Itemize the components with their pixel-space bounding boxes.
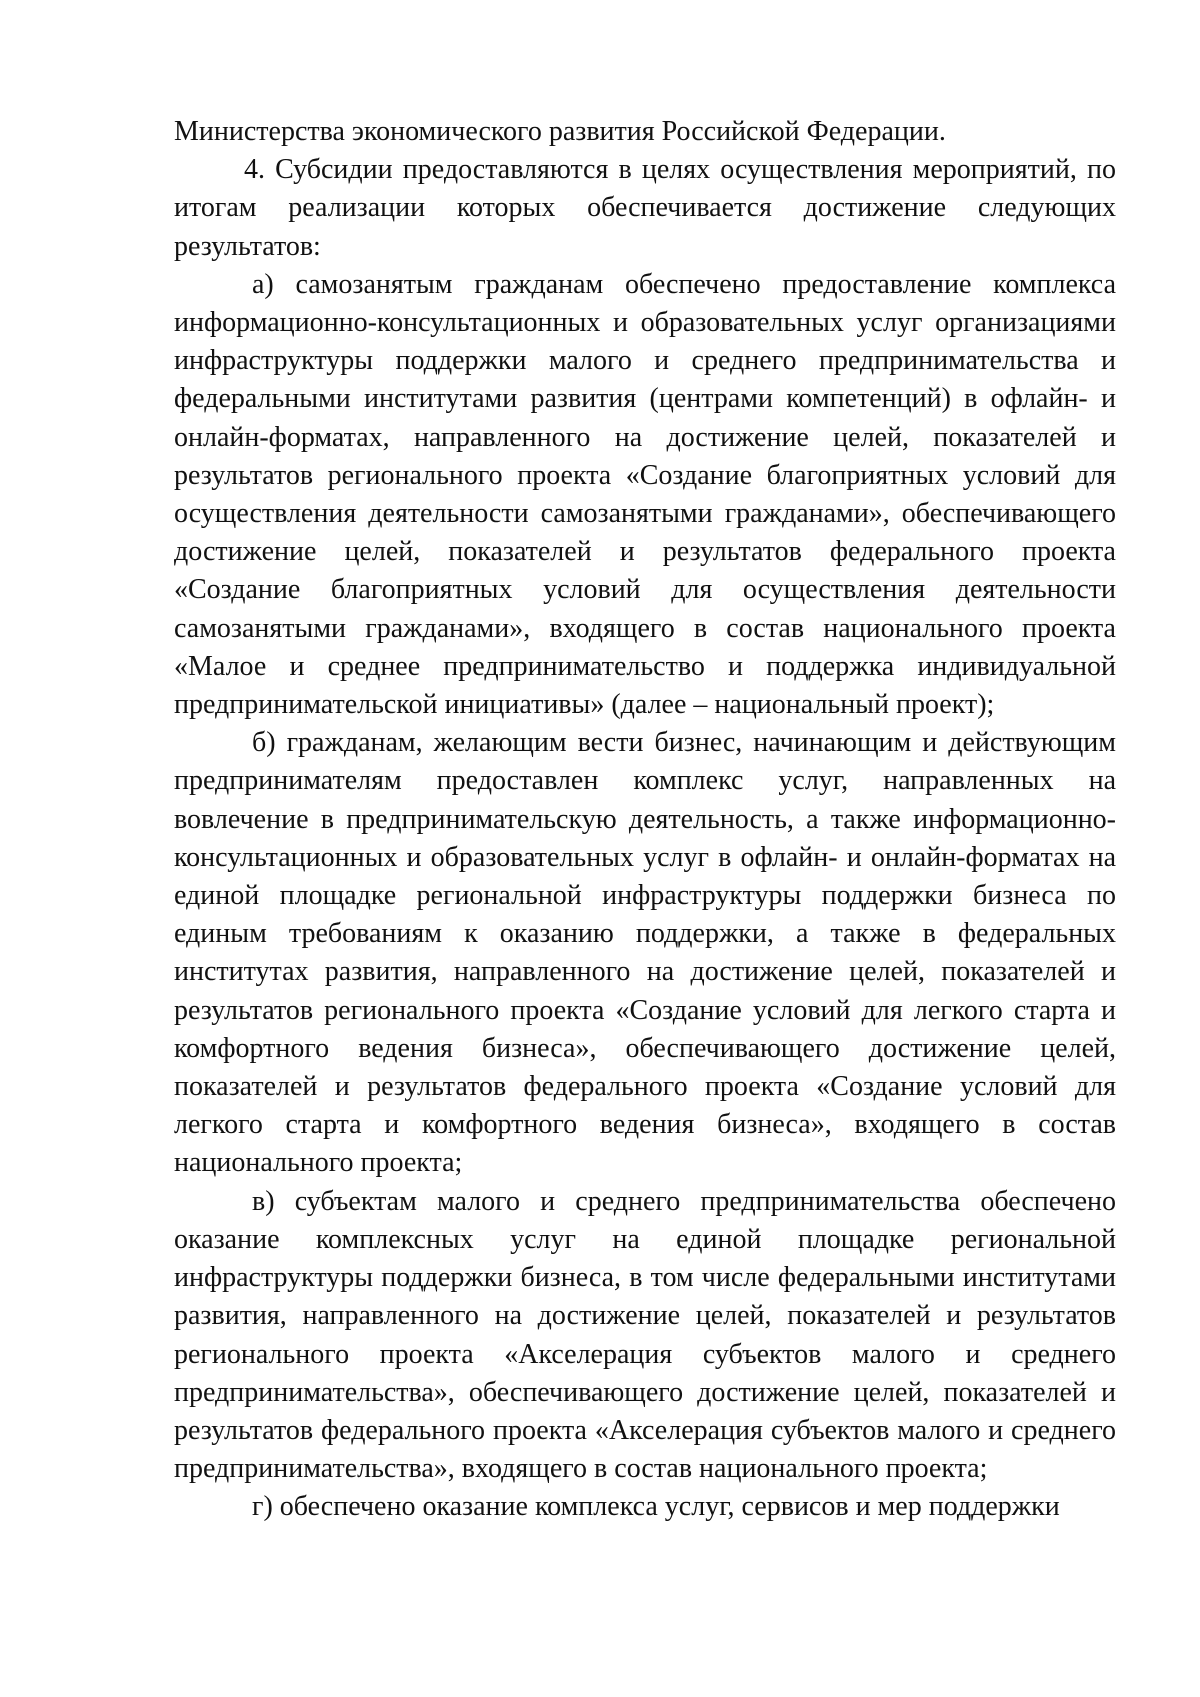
paragraph-subitem-g: г) обеспечено оказание комплекса услуг, сервисов и мер поддержки <box>252 1491 1060 1523</box>
document-body <box>174 113 1116 1527</box>
paragraph-subitem-b: б) гражданам, желающим вести бизнес, начинающим и действующим предпринимателям предоставлен комплекс услуг, направленных на вовлечение в предпринимательскую деятельность, а также информационно-консультационных и образовательных услуг в офлайн- и онлайн-форматах на единой площадке региональной инфраструктуры поддержки бизнеса по единым требованиям к оказанию поддержки, а также в федеральных институтах развития, направленного на достижение целей, показателей и результатов регионального проекта «Создание условий для легкого старта и комфортного ведения бизнеса», обеспечивающего достижение целей, показателей и результатов федерального проекта «Создание условий для легкого старта и комфортного ведения бизнеса», входящего в состав национального проекта; <box>174 727 1116 1179</box>
paragraph-subitem-a: а) самозанятым гражданам обеспечено предоставление комплекса информационно-консультационных и образовательных услуг организациями инфраструктуры поддержки малого и среднего предпринимательства и федеральными институтами развития (центрами компетенций) в офлайн- и онлайн-форматах, направленного на достижение целей, показателей и результатов регионального проекта «Создание благоприятных условий для осуществления деятельности самозанятыми гражданами», обеспечивающего достижение целей, показателей и результатов федерального проекта «Создание благоприятных условий для осуществления деятельности самозанятыми гражданами», входящего в состав национального проекта «Малое и среднее предпринимательство и поддержка индивидуальной предпринимательской инициативы» (далее – национальный проект); <box>174 268 1116 721</box>
paragraph-ministry-line: Министерства экономического развития Российской Федерации. <box>174 116 946 147</box>
paragraph-item-4: 4. Субсидии предоставляются в целях осуществления мероприятий, по итогам реализации которых обеспечивается достижение следующих результатов: <box>174 154 1116 262</box>
paragraph-subitem-v: в) субъектам малого и среднего предпринимательства обеспечено оказание комплексных услуг на единой площадке региональной инфраструктуры поддержки бизнеса, в том числе федеральными институтами развития, направленного на достижение целей, показателей и результатов регионального проекта «Акселерация субъектов малого и среднего предпринимательства», обеспечивающего достижение целей, показателей и результатов федерального проекта «Акселерация субъектов малого и среднего предпринимательства», входящего в состав национального проекта; <box>174 1185 1116 1485</box>
